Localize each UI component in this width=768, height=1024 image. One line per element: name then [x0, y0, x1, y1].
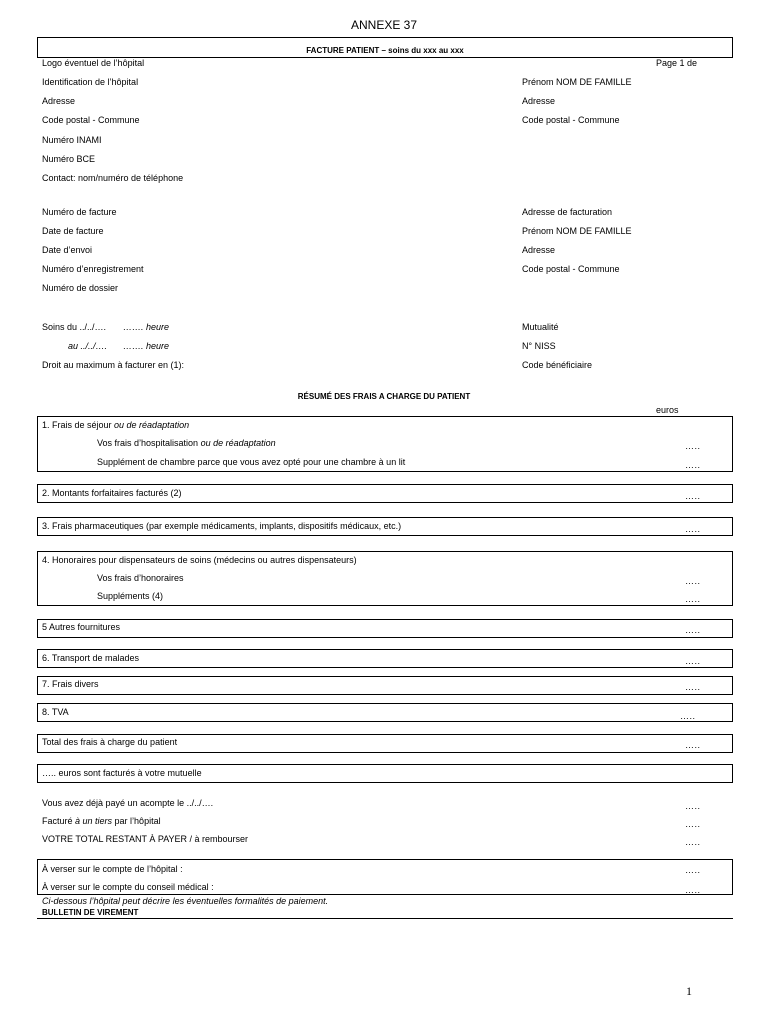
currency-label: euros: [656, 405, 679, 415]
section-1-title-text: 1. Frais de séjour: [42, 420, 115, 430]
care-to-label: au ../../….: [68, 341, 108, 351]
care-from-label: Soins du ../../….: [42, 322, 107, 332]
section-4-row-1: Vos frais d’honoraires: [97, 573, 184, 583]
invoice-number: Numéro de facture: [42, 207, 117, 217]
hospital-bce: Numéro BCE: [42, 154, 96, 164]
section-4-title: 4. Honoraires pour dispensateurs de soins (médecins ou autres dispensateurs): [42, 555, 357, 565]
patient-postal: Code postal - Commune: [522, 115, 620, 125]
summary-title: RÉSUMÉ DES FRAIS A CHARGE DU PATIENT: [297, 392, 471, 401]
section-4-row-2: Suppléments (4): [97, 591, 164, 601]
section-7-amount: …..: [685, 682, 701, 692]
care-niss: N° NISS: [522, 341, 556, 351]
footer-note: Ci-dessous l’hôpital peut décrire les éventuelles formalités de paiement.: [42, 896, 329, 906]
section-4-row-2-amount: …..: [685, 594, 701, 604]
section-5-title: 5 Autres fournitures: [42, 622, 121, 632]
section-1-row-1-italic: ou de réadaptation: [200, 438, 276, 448]
billing-address: Adresse: [522, 245, 556, 255]
section-1-row-1-amount: …..: [685, 441, 701, 451]
section-5-box: [37, 619, 733, 638]
billing-title: Adresse de facturation: [522, 207, 613, 217]
section-8-box: [37, 703, 733, 722]
section-6-amount: …..: [685, 656, 701, 666]
deposit-label: Vous avez déjà payé un acompte le ../../….: [42, 798, 214, 808]
mutual-label: ….. euros sont facturés à votre mutuelle: [42, 768, 202, 778]
care-max-right: Droit au maximum à facturer en (1):: [42, 360, 185, 370]
section-8-title: 8. TVA: [42, 707, 69, 717]
section-1-row-1-text: Vos frais d’hospitalisation: [97, 438, 201, 448]
account-hospital-label: À verser sur le compte de l’hôpital :: [42, 864, 183, 874]
section-1-title-italic: ou de réadaptation: [114, 420, 190, 430]
care-mutuality: Mutualité: [522, 322, 559, 332]
section-7-box: [37, 676, 733, 695]
bulletin-rule: [37, 918, 733, 919]
billing-name: Prénom NOM DE FAMILLE: [522, 226, 632, 236]
invoice-registration: Numéro d’enregistrement: [42, 264, 144, 274]
section-3-amount: …..: [685, 524, 701, 534]
account-council-label: À verser sur le compte du conseil médical :: [42, 882, 214, 892]
third-party-pre: Facturé: [42, 816, 76, 826]
hospital-postal: Code postal - Commune: [42, 115, 140, 125]
care-to-hour: ……. heure: [123, 341, 170, 351]
invoice-header-title: FACTURE PATIENT – soins du xxx au xxx: [306, 46, 464, 55]
third-party-amount: …..: [685, 819, 701, 829]
section-1-row-1: [97, 438, 276, 449]
invoice-date: Date de facture: [42, 226, 104, 236]
third-party-post: par l’hôpital: [112, 816, 161, 826]
annex-title: ANNEXE 37: [350, 18, 418, 32]
logo-line: Logo éventuel de l’hôpital: [42, 58, 145, 68]
hospital-identification: Identification de l’hôpital: [42, 77, 139, 87]
patient-name: Prénom NOM DE FAMILLE: [522, 77, 632, 87]
hospital-address: Adresse: [42, 96, 76, 106]
deposit-amount: …..: [685, 801, 701, 811]
care-from-hour: ……. heure: [123, 322, 170, 332]
section-7-title: 7. Frais divers: [42, 679, 99, 689]
section-1-row-2: Supplément de chambre parce que vous avez opté pour une chambre à un lit: [97, 457, 406, 467]
section-6-box: [37, 649, 733, 668]
page-number: 1: [686, 984, 692, 998]
section-2-title: 2. Montants forfaitaires facturés (2): [42, 488, 182, 498]
total-amount: …..: [685, 740, 701, 750]
third-party-label: [42, 816, 161, 827]
account-council-amount: …..: [685, 885, 701, 895]
care-beneficiary: Code bénéficiaire: [522, 360, 593, 370]
hospital-contact: Contact: nom/numéro de téléphone: [42, 173, 184, 183]
remaining-label: VOTRE TOTAL RESTANT À PAYER / à rembourser: [42, 834, 249, 844]
section-4-row-1-amount: …..: [685, 576, 701, 586]
hospital-inami: Numéro INAMI: [42, 135, 102, 145]
bulletin-label: BULLETIN DE VIREMENT: [42, 908, 139, 917]
patient-address: Adresse: [522, 96, 556, 106]
third-party-italic: à un tiers: [75, 816, 113, 826]
remaining-amount: …..: [685, 837, 701, 847]
invoice-file: Numéro de dossier: [42, 283, 119, 293]
billing-postal: Code postal - Commune: [522, 264, 620, 274]
invoice-send-date: Date d’envoi: [42, 245, 93, 255]
section-2-amount: …..: [685, 491, 701, 501]
total-label: Total des frais à charge du patient: [42, 737, 178, 747]
section-5-amount: …..: [685, 625, 701, 635]
section-1-row-2-amount: …..: [685, 460, 701, 470]
page-label: Page 1 de: [656, 58, 698, 68]
account-hospital-amount: …..: [685, 865, 701, 875]
section-3-title: 3. Frais pharmaceutiques (par exemple médicaments, implants, dispositifs médicaux, etc.): [42, 521, 402, 531]
section-8-amount: …..: [680, 711, 696, 721]
section-1-title: [42, 420, 189, 431]
invoice-header-box: [37, 37, 733, 58]
section-6-title: 6. Transport de malades: [42, 653, 140, 663]
